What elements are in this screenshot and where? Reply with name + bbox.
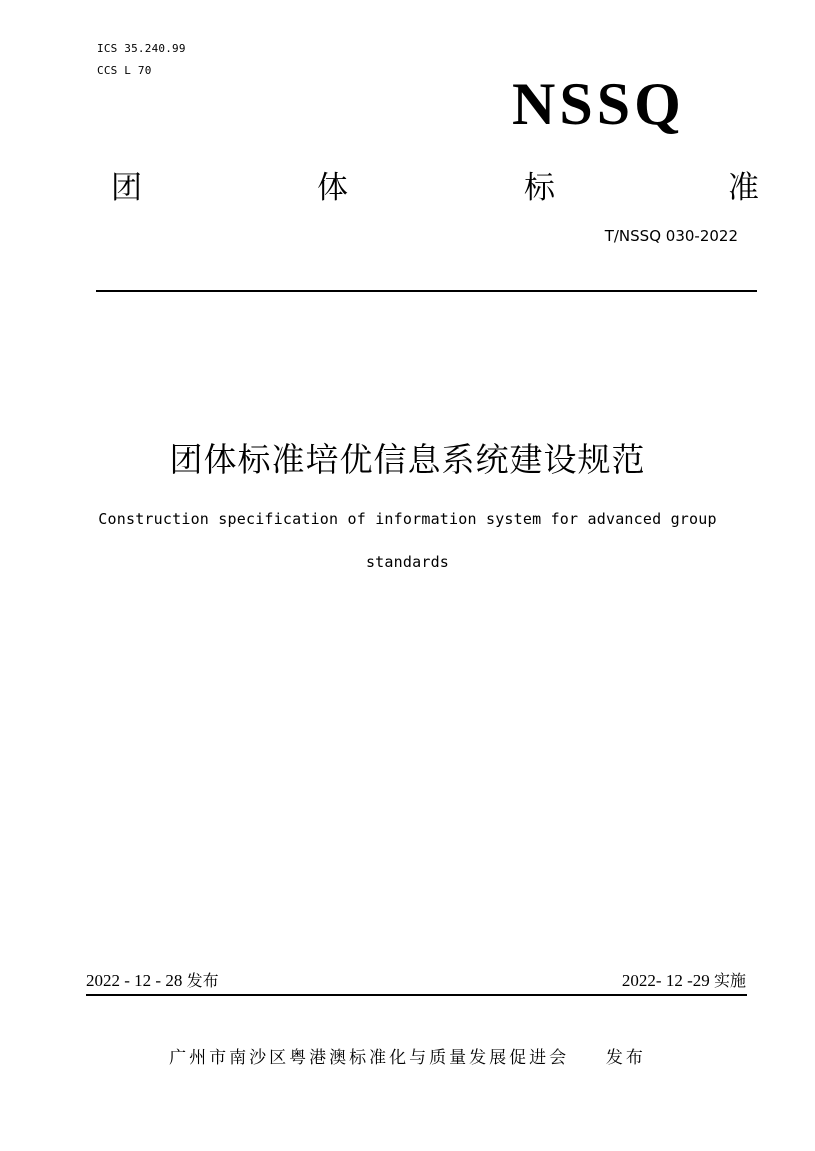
nssq-logo: NSSQ [512,71,685,137]
issue-label: 发布 [186,971,219,990]
bottom-divider [86,994,747,996]
implementation-label: 实施 [713,971,746,990]
category-char-2: 体 [317,170,348,206]
category-char-4: 准 [728,170,759,206]
title-english-line1: Construction specification of information system for advanced group [98,510,717,528]
title-english-line2: standards [365,553,450,571]
standard-number: T/NSSQ 030-2022 [604,227,738,245]
ics-code: ICS 35.240.99 [97,42,186,55]
top-divider [96,290,757,292]
category-char-3: 标 [524,170,555,206]
publisher-name: 广州市南沙区粤港澳标准化与质量发展促进会 [169,1048,570,1068]
ccs-code: CCS L 70 [97,64,152,77]
title-chinese: 团体标准培优信息系统建设规范 [169,440,646,479]
implementation-date: 2022- 12 -29 [621,971,710,990]
implementation-date-block [520,970,746,992]
publisher-action: 发布 [605,1048,646,1068]
category-char-1: 团 [111,170,142,206]
issue-date: 2022 - 12 - 28 [86,971,183,990]
publisher-line [0,1046,815,1070]
issue-date-block [86,970,219,992]
